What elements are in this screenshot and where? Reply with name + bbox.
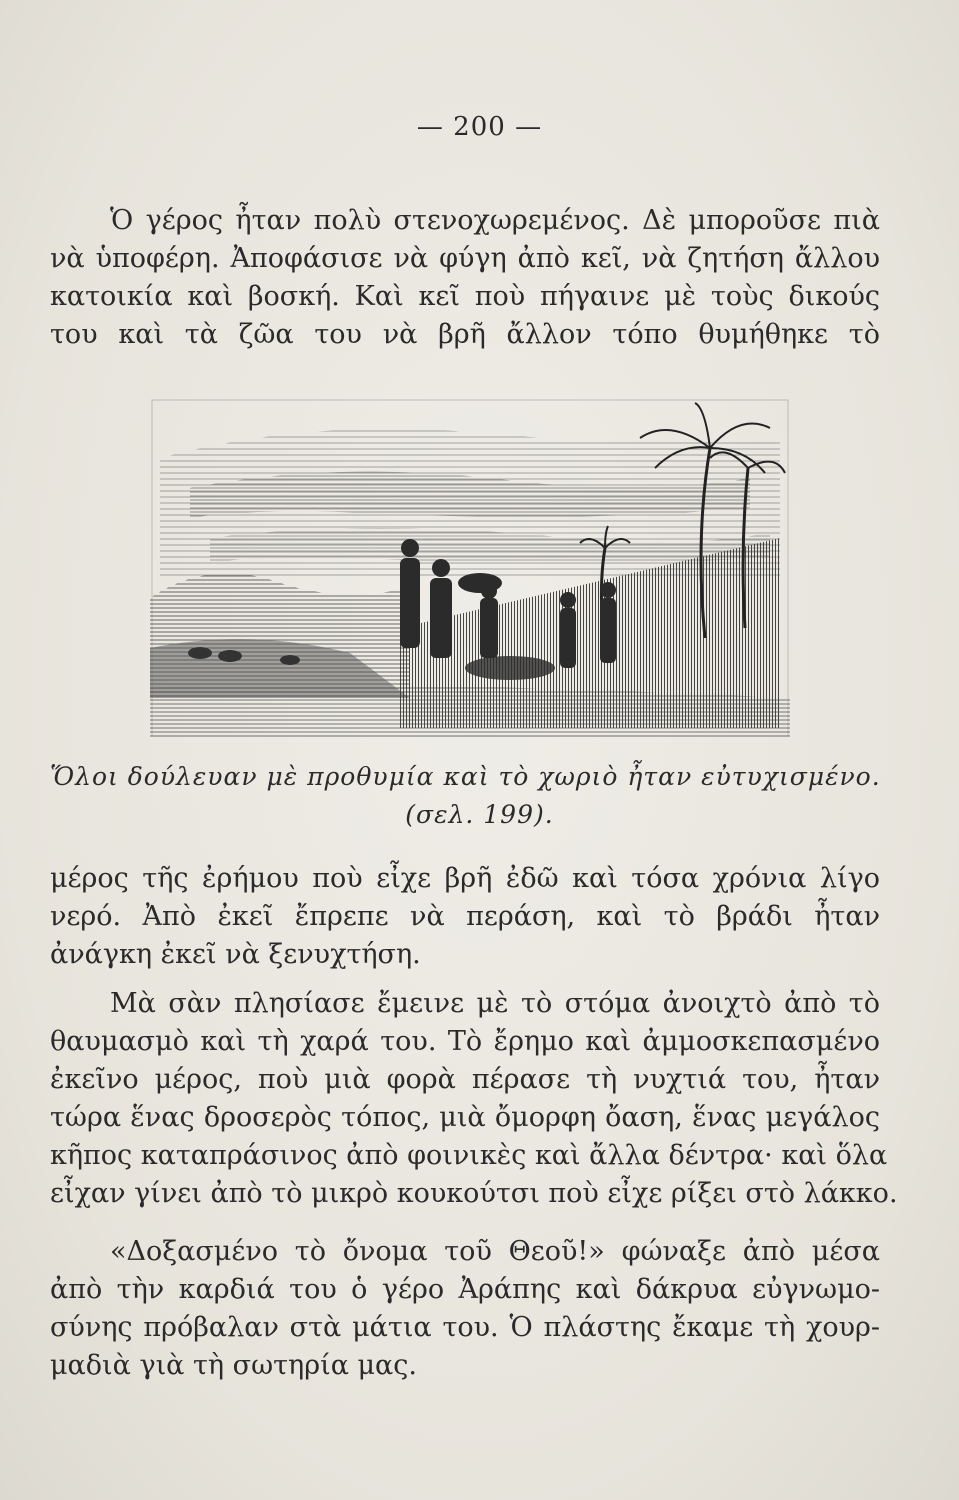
paragraph-3 [50,985,898,1213]
text-line: Ὁ γέρος ἦταν πολὺ στενοχωρεμένος. Δὲ μποροῦσε πιὰ [110,205,880,236]
text-line: εἶχαν γίνει ἀπὸ τὸ μικρὸ κουκούτσι ποὺ εἶχε ρίξει στὸ λάκκο. [50,1178,898,1209]
paragraph-4 [50,1233,880,1385]
text-line: σύνης πρόβαλαν στὰ μάτια του. Ὁ πλάστης ἔκαμε τὴ χουρ- [50,1312,880,1343]
text-line: «Δοξασμένο τὸ ὄνομα τοῦ Θεοῦ!» φώναξε ἀπὸ μέσα [110,1236,880,1267]
illustration-page-reference: (σελ. 199). [405,800,554,829]
text-line: νερό. Ἀπὸ ἐκεῖ ἔπρεπε νὰ περάση, καὶ τὸ βράδι ἦταν [50,901,880,932]
text-line: τώρα ἕνας δροσερὸς τόπος, μιὰ ὄμορφη ὄαση, ἕνας μεγάλος [50,1102,880,1133]
text-line: ἀπὸ τὴν καρδιά του ὁ γέρο Ἀράπης καὶ δάκρυα εὐγνωμο- [50,1274,880,1305]
text-line: ἐκεῖνο μέρος, ποὺ μιὰ φορὰ πέρασε τὴ νυχτιά του, ἦταν [50,1064,880,1095]
text-line: κῆπος καταπράσινος ἀπὸ φοινικὲς καὶ ἄλλα δέντρα· καὶ ὅλα [50,1140,888,1171]
text-line: κατοικία καὶ βοσκή. Καὶ κεῖ ποὺ πήγαινε μὲ τοὺς δικούς [50,281,880,312]
paragraph-1 [50,202,880,354]
illustration-caption: Ὅλοι δούλευαν μὲ προθυμία καὶ τὸ χωριὸ ἦταν εὐτυχισμένο. [50,762,881,791]
text-line: ἀνάγκη ἐκεῖ νὰ ξενυχτήση. [50,939,421,970]
woodcut-illustration [150,398,790,738]
text-line: μέρος τῆς ἐρήμου ποὺ εἶχε βρῆ ἐδῶ καὶ τόσα χρόνια λίγο [50,863,880,894]
text-line: Μὰ σὰν πλησίασε ἔμεινε μὲ τὸ στόμα ἀνοιχτὸ ἀπὸ τὸ [110,988,880,1019]
text-line: θαυμασμὸ καὶ τὴ χαρά του. Τὸ ἔρημο καὶ ἀμμοσκεπασμένο [50,1026,880,1057]
text-line: νὰ ὑποφέρη. Ἀποφάσισε νὰ φύγη ἀπὸ κεῖ, νὰ ζητήση ἄλλου [50,243,880,274]
text-line: μαδιὰ γιὰ τὴ σωτηρία μας. [50,1350,417,1381]
page-number: — 200 — [416,112,543,142]
text-line: του καὶ τὰ ζῶα του νὰ βρῆ ἄλλον τόπο θυμήθηκε τὸ [50,319,880,350]
paragraph-2 [50,860,880,974]
